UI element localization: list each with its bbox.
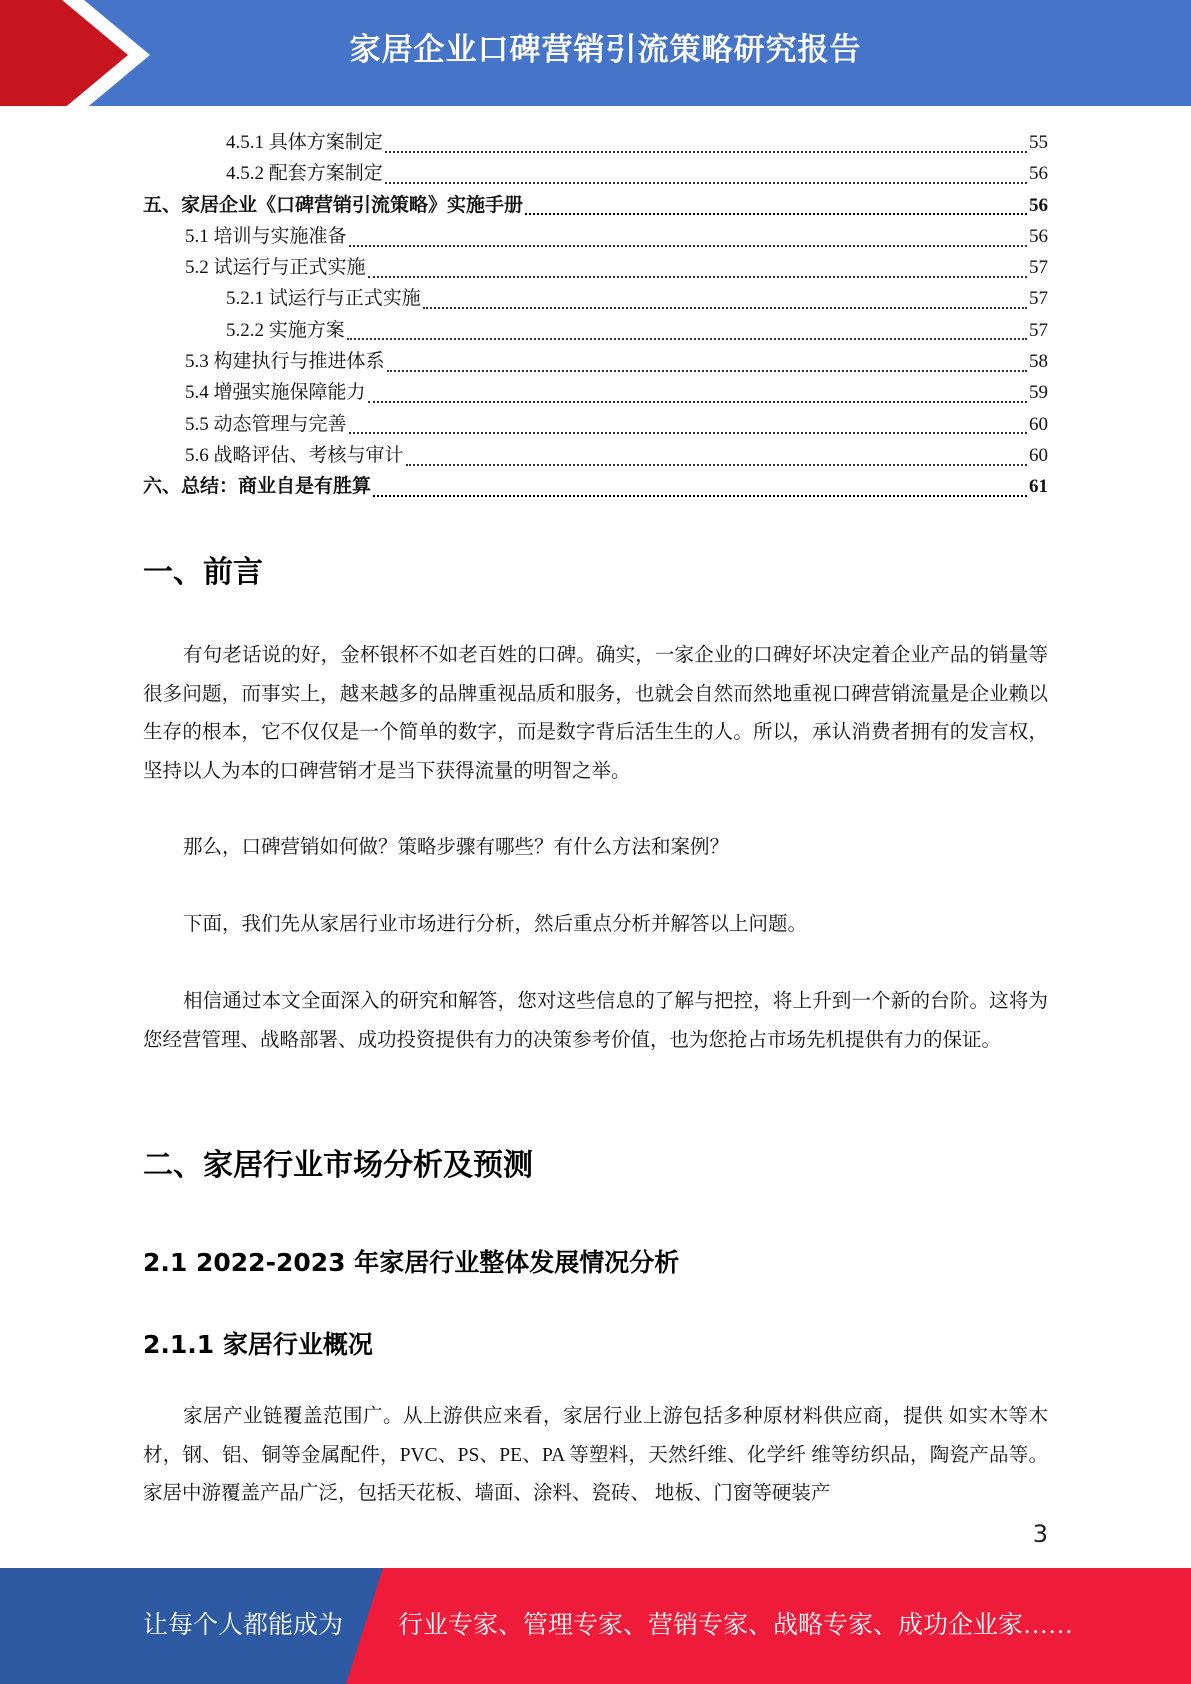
toc-entry-label: 5.2 试运行与正式实施 [185,257,366,279]
toc-leader-dots [387,370,1027,372]
page-footer [0,1568,1191,1684]
preface-paragraph-1: 有句老话说的好，金杯银杯不如老百姓的口碑。确实，一家企业的口碑好坏决定着企业产品的销量等很多问题，而事实上，越来越多的品牌重视品质和服务，也就会自然而然地重视口碑营销流量是企业赖以生存的根本，它不仅仅是一个简单的数字，而是数字背后活生生的人。所以，承认消费者拥有的发言权，坚持以人为本的口碑营销才是当下获得流量的明智之举。 [143,645,1048,782]
toc-entry-page: 57 [1029,257,1048,279]
toc-entry[interactable] [143,346,1048,377]
toc-entry[interactable] [143,377,1048,408]
toc-entry[interactable] [143,158,1048,189]
toc-entry-page: 59 [1029,382,1048,404]
toc-entry[interactable] [143,252,1048,283]
preface-paragraph-4: 相信通过本文全面深入的研究和解答，您对这些信息的了解与把控，将上升到一个新的台阶。这将为您经营管理、战略部署、成功投资提供有力的决策参考价值，也为您抢占市场先机提供有力的保证。 [143,991,1048,1051]
toc-entry-label: 4.5.2 配套方案制定 [226,163,383,185]
page-number: 3 [1032,1520,1048,1548]
toc-leader-dots [368,401,1027,403]
toc-entry[interactable] [143,283,1048,314]
toc-entry-label: 5.4 增强实施保障能力 [185,382,366,404]
toc-entry-page: 55 [1029,132,1048,153]
toc-leader-dots [349,245,1027,247]
toc-entry-label: 五、家居企业《口碑营销引流策略》实施手册 [143,194,524,216]
preface-paragraph-2: 那么，口碑营销如何做？策略步骤有哪些？有什么方法和案例？ [183,837,730,858]
toc-entry-page: 58 [1029,351,1048,373]
toc-entry-label: 4.5.1 具体方案制定 [226,132,383,153]
toc-entry-page: 57 [1029,288,1048,310]
toc-entry-page: 61 [1029,476,1048,498]
toc-entry-page: 60 [1029,444,1048,466]
section-heading-market: 二、家居行业市场分析及预测 [143,1148,533,1183]
toc-entry-page: 56 [1029,194,1048,216]
toc-entry[interactable] [143,190,1048,221]
toc-leader-dots [423,307,1027,309]
toc-entry-page: 60 [1029,413,1048,435]
page-header [0,0,1191,110]
preface-paragraph-3: 下面，我们先从家居行业市场进行分析，然后重点分析并解答以上问题。 [183,914,808,935]
footer-slogan-right: 行业专家、管理专家、营销专家、战略专家、成功企业家…… [398,1612,1074,1639]
report-title: 家居企业口碑营销引流策略研究报告 [349,32,862,68]
toc-leader-dots [347,338,1027,340]
toc-entry-label: 5.2.1 试运行与正式实施 [226,288,421,310]
toc-entry-label: 六、总结：商业自是有胜算 [143,476,372,498]
toc-leader-dots [406,464,1027,466]
toc-entry[interactable] [143,440,1048,471]
toc-entry-page: 56 [1029,225,1048,247]
toc-leader-dots [368,276,1027,278]
toc-entry-label: 5.6 战略评估、考核与审计 [185,444,404,466]
table-of-contents [143,127,1048,503]
toc-entry-page: 56 [1029,163,1048,185]
toc-entry-page: 57 [1029,319,1048,341]
toc-entry[interactable] [143,315,1048,346]
subsection-heading-2-1-1: 2.1.1 家居行业概况 [143,1330,373,1359]
toc-entry-label: 5.5 动态管理与完善 [185,413,347,435]
toc-entry[interactable] [143,221,1048,252]
toc-entry[interactable] [143,471,1048,502]
toc-entry-label: 5.2.2 实施方案 [226,319,345,341]
toc-leader-dots [385,182,1027,184]
toc-leader-dots [385,151,1027,153]
toc-leader-dots [373,495,1027,497]
section-heading-preface: 一、前言 [143,555,263,590]
subsection-heading-2-1: 2.1 2022-2023 年家居行业整体发展情况分析 [143,1248,680,1277]
toc-entry-label: 5.1 培训与实施准备 [185,225,347,247]
toc-entry[interactable] [143,409,1048,440]
toc-leader-dots [525,213,1027,215]
toc-leader-dots [349,432,1027,434]
overview-paragraph: 家居产业链覆盖范围广。从上游供应来看，家居行业上游包括多种原材料供应商，提供 如实木等木材，钢、铝、铜等金属配件，PVC、PS、PE、PA 等塑料，天然纤维、化学纤 维等纺织品，陶瓷产品等。家居中游覆盖产品广泛，包括天花板、墙面、涂料、瓷砖、 地板、门窗等硬装产 [143,1406,1048,1504]
toc-entry-label: 5.3 构建执行与推进体系 [185,351,385,373]
toc-entry[interactable] [143,127,1048,158]
footer-slogan-left: 让每个人都能成为 [143,1612,344,1639]
